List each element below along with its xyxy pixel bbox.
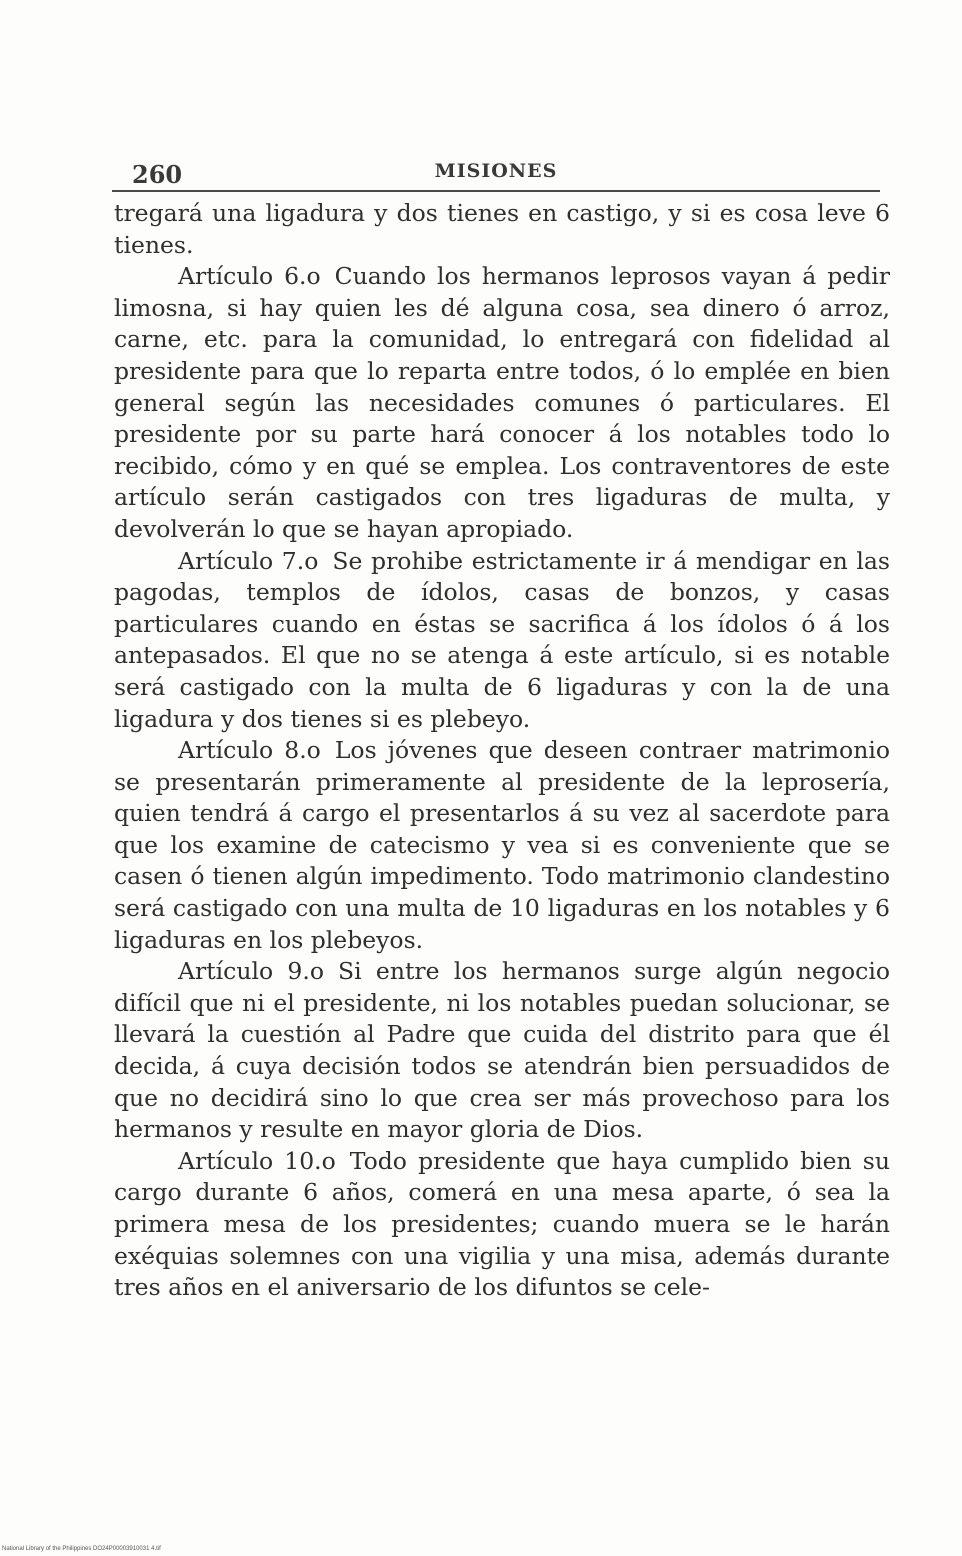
page-number: 260 [132,160,183,189]
article-10 [114,1146,890,1304]
article-label: Artículo 8.o [178,736,321,765]
article-text: Cuando los hermanos leprosos vayan á pedir limosna, si hay quien les dé alguna cosa, sea dinero ó arroz, carne, etc. para la comunidad, lo entregará con fidelidad al presidente para que lo reparta entre todos, ó lo emplée en bien general según las necesidades comunes ó particulares. El presidente por su parte hará conocer á los notables todo lo recibido, cómo y en qué se emplea. Los contraventores de este artículo serán castigados con tres ligaduras de multa, y devolverán lo que se hayan apropiado. [114,262,890,543]
article-6 [114,261,890,545]
article-text: Los jóvenes que deseen contraer matrimonio se presentarán primeramente al presidente de la leprosería, quien tendrá á cargo el presentarlos á su vez al sacerdote para que los examine de catecismo y vea si es conveniente que se casen ó tienen algún impedimento. Todo matrimonio clandestino será castigado con una multa de 10 ligaduras en los notables y 6 ligaduras en los plebeyos. [114,736,891,954]
article-text: Se prohibe estrictamente ir á mendigar en las pagodas, templos de ídolos, casas de bonzos, y casas particulares cuando en éstas se sacrifica á los ídolos ó á los antepasados. El que no se atenga á este artículo, si es notable será castigado con la multa de 6 ligaduras y con la de una ligadura y dos tienes si es plebeyo. [114,546,890,733]
running-title: MISIONES [434,160,558,182]
body-text [114,198,890,1304]
scan-source-note: National Library of the Philippines DO24P00003910031 4.tif [2,1546,161,1552]
article-8 [114,735,890,956]
article-7 [114,546,890,736]
article-label: Artículo 9.o [178,957,324,986]
running-header [112,160,880,192]
continuation-paragraph: tregará una ligadura y dos tienes en castigo, y si es cosa leve 6 tienes. [114,199,890,259]
article-text: Si entre los hermanos surge algún negocio difícil que ni el presidente, ni los notables puedan solucionar, se llevará la cuestión al Padre que cuida del distrito para que él decida, á cuya decisión todos se atendrán bien persuadidos de que no decidirá sino lo que crea ser más provechoso para los hermanos y resulte en mayor gloria de Dios. [114,957,890,1144]
article-label: Artículo 10.o [178,1146,336,1175]
article-9 [114,956,890,1146]
article-label: Artículo 6.o [178,262,321,291]
article-label: Artículo 7.o [178,546,319,575]
article-text: Todo presidente que haya cumplido bien su cargo durante 6 años, comerá en una mesa aparte, ó sea la primera mesa de los presidentes; cuando muera se le harán exéquias solemnes con una vigilia y una misa, además durante tres años en el aniversario de los difuntos se cele- [114,1146,890,1302]
